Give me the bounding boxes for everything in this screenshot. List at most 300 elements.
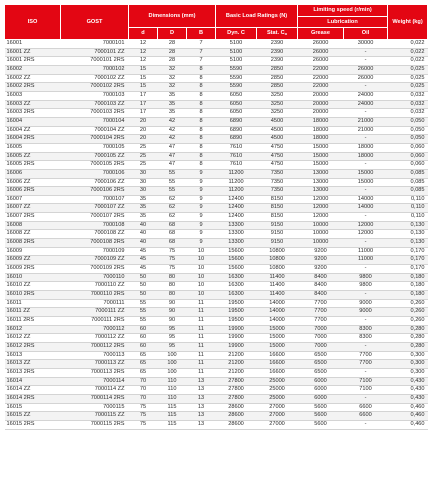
- gost-cell: 7000115: [61, 403, 129, 412]
- weight-cell: 0,170: [388, 247, 428, 256]
- stat-load-cell: 8150: [257, 204, 298, 213]
- width-cell: 8: [187, 83, 216, 92]
- gost-cell: 7000115 2RS: [61, 420, 129, 429]
- dyn-load-cell: 19500: [216, 317, 257, 326]
- dyn-load-cell: 11200: [216, 187, 257, 196]
- inner-diameter-cell: 30: [129, 169, 158, 178]
- oil-speed-cell: 14000: [344, 204, 388, 213]
- width-cell: 9: [187, 213, 216, 222]
- grease-speed-cell: 7700: [298, 308, 344, 317]
- stat-load-cell: 16600: [257, 360, 298, 369]
- dyn-load-cell: 11200: [216, 169, 257, 178]
- width-cell: 13: [187, 403, 216, 412]
- grease-speed-cell: 6500: [298, 351, 344, 360]
- oil-speed-cell: 9000: [344, 308, 388, 317]
- dyn-load-cell: 12400: [216, 195, 257, 204]
- outer-diameter-cell: 68: [158, 239, 187, 248]
- outer-diameter-cell: 47: [158, 143, 187, 152]
- gost-cell: 7000101 2RS: [61, 57, 129, 66]
- weight-cell: 0,260: [388, 308, 428, 317]
- inner-diameter-cell: 45: [129, 265, 158, 274]
- gost-cell: 7000115 ZZ: [61, 412, 129, 421]
- gost-cell: 7000113: [61, 351, 129, 360]
- dyn-load-cell: 28600: [216, 420, 257, 429]
- weight-cell: 0,130: [388, 239, 428, 248]
- iso-cell: 16012: [5, 325, 61, 334]
- gost-cell: 7000113 ZZ: [61, 360, 129, 369]
- inner-diameter-cell: 12: [129, 48, 158, 57]
- iso-cell: 16008 ZZ: [5, 230, 61, 239]
- outer-diameter-cell: 47: [158, 152, 187, 161]
- iso-cell: 16005: [5, 143, 61, 152]
- weight-cell: 0,060: [388, 161, 428, 170]
- stat-load-cell: 4750: [257, 152, 298, 161]
- inner-diameter-cell: 45: [129, 256, 158, 265]
- inner-diameter-cell: 35: [129, 204, 158, 213]
- inner-diameter-cell: 12: [129, 57, 158, 66]
- weight-cell: 0,180: [388, 291, 428, 300]
- oil-speed-cell: 15000: [344, 169, 388, 178]
- width-cell: 10: [187, 282, 216, 291]
- stat-load-cell: 7350: [257, 187, 298, 196]
- dyn-load-cell: 27800: [216, 377, 257, 386]
- weight-cell: 0,085: [388, 178, 428, 187]
- iso-cell: 16004 2RS: [5, 135, 61, 144]
- stat-load-cell: 10800: [257, 247, 298, 256]
- table-row: [5, 386, 428, 395]
- stat-load-cell: 2850: [257, 65, 298, 74]
- stat-load-cell: 15000: [257, 325, 298, 334]
- weight-cell: 0,022: [388, 40, 428, 49]
- header-load-ratings: Basic Load Ratings (N): [216, 5, 298, 28]
- inner-diameter-cell: 12: [129, 40, 158, 49]
- table-body: [5, 40, 428, 430]
- gost-cell: 7000106: [61, 169, 129, 178]
- outer-diameter-cell: 115: [158, 412, 187, 421]
- table-row: [5, 325, 428, 334]
- oil-speed-cell: 24000: [344, 100, 388, 109]
- table-row: [5, 83, 428, 92]
- inner-diameter-cell: 45: [129, 247, 158, 256]
- dyn-load-cell: 6890: [216, 117, 257, 126]
- table-row: [5, 291, 428, 300]
- outer-diameter-cell: 42: [158, 126, 187, 135]
- table-row: [5, 100, 428, 109]
- inner-diameter-cell: 20: [129, 126, 158, 135]
- weight-cell: 0,130: [388, 221, 428, 230]
- gost-cell: 7000107 2RS: [61, 213, 129, 222]
- width-cell: 10: [187, 247, 216, 256]
- grease-speed-cell: 7700: [298, 299, 344, 308]
- iso-cell: 16007 2RS: [5, 213, 61, 222]
- oil-speed-cell: 18000: [344, 152, 388, 161]
- inner-diameter-cell: 15: [129, 65, 158, 74]
- oil-speed-cell: -: [344, 291, 388, 300]
- outer-diameter-cell: 68: [158, 230, 187, 239]
- grease-speed-cell: 10000: [298, 239, 344, 248]
- weight-cell: 0,460: [388, 403, 428, 412]
- table-row: [5, 299, 428, 308]
- grease-speed-cell: 7000: [298, 334, 344, 343]
- weight-cell: 0,022: [388, 57, 428, 66]
- weight-cell: 0,085: [388, 187, 428, 196]
- table-row: [5, 126, 428, 135]
- gost-cell: 7000109 ZZ: [61, 256, 129, 265]
- table-row: [5, 109, 428, 118]
- outer-diameter-cell: 28: [158, 57, 187, 66]
- outer-diameter-cell: 35: [158, 100, 187, 109]
- stat-load-cell: 16600: [257, 368, 298, 377]
- iso-cell: 16003 2RS: [5, 109, 61, 118]
- stat-load-cell: 4750: [257, 143, 298, 152]
- gost-cell: 7000105 2RS: [61, 161, 129, 170]
- stat-load-cell: 14000: [257, 308, 298, 317]
- inner-diameter-cell: 25: [129, 152, 158, 161]
- iso-cell: 16007 ZZ: [5, 204, 61, 213]
- width-cell: 11: [187, 299, 216, 308]
- inner-diameter-cell: 20: [129, 135, 158, 144]
- stat-load-cell: 14000: [257, 317, 298, 326]
- iso-cell: 16005 ZZ: [5, 152, 61, 161]
- iso-cell: 16009 ZZ: [5, 256, 61, 265]
- table-row: [5, 256, 428, 265]
- outer-diameter-cell: 110: [158, 394, 187, 403]
- gost-cell: 7000105 ZZ: [61, 152, 129, 161]
- table-row: [5, 161, 428, 170]
- outer-diameter-cell: 100: [158, 368, 187, 377]
- iso-cell: 16006 ZZ: [5, 178, 61, 187]
- gost-cell: 7000102 ZZ: [61, 74, 129, 83]
- weight-cell: 0,260: [388, 299, 428, 308]
- weight-cell: 0,025: [388, 65, 428, 74]
- dyn-load-cell: 12400: [216, 204, 257, 213]
- stat-load-cell: 7350: [257, 178, 298, 187]
- weight-cell: 0,060: [388, 143, 428, 152]
- outer-diameter-cell: 90: [158, 299, 187, 308]
- stat-load-cell: 9150: [257, 239, 298, 248]
- grease-speed-cell: 13000: [298, 178, 344, 187]
- stat-load-cell: 9150: [257, 230, 298, 239]
- width-cell: 10: [187, 291, 216, 300]
- stat-load-cell: 27000: [257, 420, 298, 429]
- iso-cell: 16015 ZZ: [5, 412, 61, 421]
- width-cell: 9: [187, 204, 216, 213]
- outer-diameter-cell: 115: [158, 420, 187, 429]
- iso-cell: 16015 2RS: [5, 420, 61, 429]
- gost-cell: 7000108: [61, 221, 129, 230]
- gost-cell: 7000106 2RS: [61, 187, 129, 196]
- weight-cell: 0,460: [388, 420, 428, 429]
- dyn-load-cell: 28600: [216, 403, 257, 412]
- outer-diameter-cell: 80: [158, 282, 187, 291]
- oil-speed-cell: 12000: [344, 230, 388, 239]
- width-cell: 8: [187, 100, 216, 109]
- width-cell: 9: [187, 169, 216, 178]
- grease-speed-cell: 6000: [298, 377, 344, 386]
- gost-cell: 7000111 2RS: [61, 317, 129, 326]
- stat-load-cell: 4500: [257, 126, 298, 135]
- inner-diameter-cell: 65: [129, 368, 158, 377]
- dyn-load-cell: 16300: [216, 273, 257, 282]
- oil-speed-cell: -: [344, 187, 388, 196]
- oil-speed-cell: 8300: [344, 334, 388, 343]
- oil-speed-cell: -: [344, 83, 388, 92]
- gost-cell: 7000110: [61, 273, 129, 282]
- stat-load-cell: 25000: [257, 386, 298, 395]
- oil-speed-cell: -: [344, 394, 388, 403]
- grease-speed-cell: 12000: [298, 195, 344, 204]
- oil-speed-cell: 9800: [344, 282, 388, 291]
- dyn-load-cell: 15600: [216, 256, 257, 265]
- table-row: [5, 351, 428, 360]
- oil-speed-cell: -: [344, 57, 388, 66]
- weight-cell: 0,430: [388, 394, 428, 403]
- grease-speed-cell: 22000: [298, 65, 344, 74]
- outer-diameter-cell: 75: [158, 265, 187, 274]
- stat-load-cell: 9150: [257, 221, 298, 230]
- dyn-load-cell: 16300: [216, 282, 257, 291]
- oil-speed-cell: 7100: [344, 386, 388, 395]
- dyn-load-cell: 7610: [216, 143, 257, 152]
- table-row: [5, 135, 428, 144]
- oil-speed-cell: -: [344, 420, 388, 429]
- width-cell: 9: [187, 187, 216, 196]
- weight-cell: 0,032: [388, 100, 428, 109]
- table-row: [5, 178, 428, 187]
- oil-speed-cell: 21000: [344, 126, 388, 135]
- width-cell: 11: [187, 368, 216, 377]
- iso-cell: 16003: [5, 91, 61, 100]
- iso-cell: 16014 ZZ: [5, 386, 61, 395]
- oil-speed-cell: 11000: [344, 256, 388, 265]
- weight-cell: 0,170: [388, 256, 428, 265]
- table-row: [5, 187, 428, 196]
- gost-cell: 7000101: [61, 40, 129, 49]
- iso-cell: 16002 2RS: [5, 83, 61, 92]
- table-row: [5, 204, 428, 213]
- iso-cell: 16006 2RS: [5, 187, 61, 196]
- dyn-load-cell: 5100: [216, 40, 257, 49]
- header-limiting-speed: Limiting speed (r/min): [298, 5, 388, 17]
- width-cell: 8: [187, 152, 216, 161]
- header-iso: ISO: [5, 5, 61, 40]
- dyn-load-cell: 7610: [216, 152, 257, 161]
- iso-cell: 16012 ZZ: [5, 334, 61, 343]
- oil-speed-cell: -: [344, 48, 388, 57]
- stat-load-cell: 3250: [257, 100, 298, 109]
- inner-diameter-cell: 70: [129, 386, 158, 395]
- table-header: [5, 5, 428, 40]
- grease-speed-cell: 18000: [298, 117, 344, 126]
- dyn-load-cell: 19900: [216, 325, 257, 334]
- grease-speed-cell: 22000: [298, 74, 344, 83]
- gost-cell: 7000105: [61, 143, 129, 152]
- stat-load-cell: 8150: [257, 195, 298, 204]
- oil-speed-cell: 8300: [344, 325, 388, 334]
- table-row: [5, 360, 428, 369]
- header-grease: Grease: [298, 28, 344, 40]
- stat-load-cell: 11400: [257, 273, 298, 282]
- oil-speed-cell: 18000: [344, 143, 388, 152]
- grease-speed-cell: 6000: [298, 386, 344, 395]
- grease-speed-cell: 9200: [298, 247, 344, 256]
- gost-cell: 7000114 ZZ: [61, 386, 129, 395]
- stat-load-cell: 15000: [257, 342, 298, 351]
- inner-diameter-cell: 40: [129, 230, 158, 239]
- stat-load-cell: 4500: [257, 117, 298, 126]
- inner-diameter-cell: 40: [129, 221, 158, 230]
- dyn-load-cell: 13300: [216, 230, 257, 239]
- inner-diameter-cell: 55: [129, 299, 158, 308]
- weight-cell: 0,180: [388, 273, 428, 282]
- grease-speed-cell: 8400: [298, 282, 344, 291]
- dyn-load-cell: 6050: [216, 100, 257, 109]
- inner-diameter-cell: 70: [129, 394, 158, 403]
- grease-speed-cell: 15000: [298, 161, 344, 170]
- iso-cell: 16008: [5, 221, 61, 230]
- oil-speed-cell: 12000: [344, 221, 388, 230]
- stat-load-cell: 11400: [257, 291, 298, 300]
- width-cell: 8: [187, 117, 216, 126]
- inner-diameter-cell: 65: [129, 360, 158, 369]
- oil-speed-cell: -: [344, 135, 388, 144]
- outer-diameter-cell: 55: [158, 178, 187, 187]
- width-cell: 10: [187, 265, 216, 274]
- outer-diameter-cell: 110: [158, 386, 187, 395]
- table-row: [5, 377, 428, 386]
- width-cell: 11: [187, 334, 216, 343]
- oil-speed-cell: 21000: [344, 117, 388, 126]
- dyn-load-cell: 15600: [216, 247, 257, 256]
- inner-diameter-cell: 75: [129, 412, 158, 421]
- table-row: [5, 57, 428, 66]
- gost-cell: 7000109: [61, 247, 129, 256]
- dyn-load-cell: 15600: [216, 265, 257, 274]
- oil-speed-cell: 9000: [344, 299, 388, 308]
- iso-cell: 16003 ZZ: [5, 100, 61, 109]
- iso-cell: 16010 2RS: [5, 291, 61, 300]
- table-row: [5, 143, 428, 152]
- width-cell: 8: [187, 143, 216, 152]
- outer-diameter-cell: 90: [158, 308, 187, 317]
- oil-speed-cell: 24000: [344, 91, 388, 100]
- outer-diameter-cell: 32: [158, 65, 187, 74]
- header-d-small: d: [129, 28, 158, 40]
- weight-cell: 0,430: [388, 386, 428, 395]
- iso-cell: 16001: [5, 40, 61, 49]
- oil-speed-cell: 30000: [344, 40, 388, 49]
- gost-cell: 7000104 ZZ: [61, 126, 129, 135]
- grease-speed-cell: 5600: [298, 412, 344, 421]
- oil-speed-cell: 7700: [344, 351, 388, 360]
- outer-diameter-cell: 110: [158, 377, 187, 386]
- dyn-load-cell: 11200: [216, 178, 257, 187]
- inner-diameter-cell: 60: [129, 325, 158, 334]
- iso-cell: 16002: [5, 65, 61, 74]
- inner-diameter-cell: 15: [129, 83, 158, 92]
- gost-cell: 7000104 2RS: [61, 135, 129, 144]
- width-cell: 13: [187, 377, 216, 386]
- outer-diameter-cell: 100: [158, 351, 187, 360]
- grease-speed-cell: 6500: [298, 368, 344, 377]
- oil-speed-cell: 7700: [344, 360, 388, 369]
- inner-diameter-cell: 17: [129, 109, 158, 118]
- dyn-load-cell: 19500: [216, 299, 257, 308]
- outer-diameter-cell: 62: [158, 195, 187, 204]
- table-row: [5, 48, 428, 57]
- stat-load-cell: 27000: [257, 403, 298, 412]
- gost-cell: 7000107: [61, 195, 129, 204]
- weight-cell: 0,170: [388, 265, 428, 274]
- inner-diameter-cell: 70: [129, 377, 158, 386]
- outer-diameter-cell: 62: [158, 204, 187, 213]
- width-cell: 13: [187, 412, 216, 421]
- iso-cell: 16013: [5, 351, 61, 360]
- gost-cell: 7000113 2RS: [61, 368, 129, 377]
- iso-cell: 16002 ZZ: [5, 74, 61, 83]
- grease-speed-cell: 15000: [298, 143, 344, 152]
- grease-speed-cell: 13000: [298, 169, 344, 178]
- dyn-load-cell: 5590: [216, 65, 257, 74]
- header-lubrication: Lubrication: [298, 17, 388, 28]
- table-row: [5, 40, 428, 49]
- stat-load-cell: 25000: [257, 394, 298, 403]
- width-cell: 9: [187, 195, 216, 204]
- outer-diameter-cell: 55: [158, 169, 187, 178]
- dyn-load-cell: 6890: [216, 135, 257, 144]
- gost-cell: 7000101 ZZ: [61, 48, 129, 57]
- iso-cell: 16013 2RS: [5, 368, 61, 377]
- inner-diameter-cell: 50: [129, 291, 158, 300]
- grease-speed-cell: 18000: [298, 135, 344, 144]
- gost-cell: 7000111 ZZ: [61, 308, 129, 317]
- header-dyn-c: Dyn. C: [216, 28, 257, 40]
- oil-speed-cell: 6600: [344, 403, 388, 412]
- table-row: [5, 213, 428, 222]
- weight-cell: 0,085: [388, 169, 428, 178]
- outer-diameter-cell: 32: [158, 83, 187, 92]
- grease-speed-cell: 8400: [298, 273, 344, 282]
- stat-load-cell: 4750: [257, 161, 298, 170]
- header-dimensions: Dimensions (mm): [129, 5, 216, 28]
- gost-cell: 7000114 2RS: [61, 394, 129, 403]
- outer-diameter-cell: 90: [158, 317, 187, 326]
- stat-load-cell: 2850: [257, 83, 298, 92]
- oil-speed-cell: -: [344, 213, 388, 222]
- oil-speed-cell: -: [344, 109, 388, 118]
- table-row: [5, 317, 428, 326]
- dyn-load-cell: 21200: [216, 360, 257, 369]
- outer-diameter-cell: 35: [158, 109, 187, 118]
- bearing-spec-table: [4, 4, 428, 430]
- grease-speed-cell: 8400: [298, 291, 344, 300]
- inner-diameter-cell: 65: [129, 351, 158, 360]
- stat-load-cell: 16600: [257, 351, 298, 360]
- weight-cell: 0,110: [388, 195, 428, 204]
- dyn-load-cell: 13300: [216, 221, 257, 230]
- grease-speed-cell: 26000: [298, 40, 344, 49]
- dyn-load-cell: 21200: [216, 368, 257, 377]
- table-row: [5, 265, 428, 274]
- grease-speed-cell: 26000: [298, 57, 344, 66]
- oil-speed-cell: -: [344, 161, 388, 170]
- oil-speed-cell: -: [344, 368, 388, 377]
- gost-cell: 7000110 ZZ: [61, 282, 129, 291]
- weight-cell: 0,050: [388, 126, 428, 135]
- outer-diameter-cell: 47: [158, 161, 187, 170]
- inner-diameter-cell: 55: [129, 308, 158, 317]
- oil-speed-cell: 15000: [344, 178, 388, 187]
